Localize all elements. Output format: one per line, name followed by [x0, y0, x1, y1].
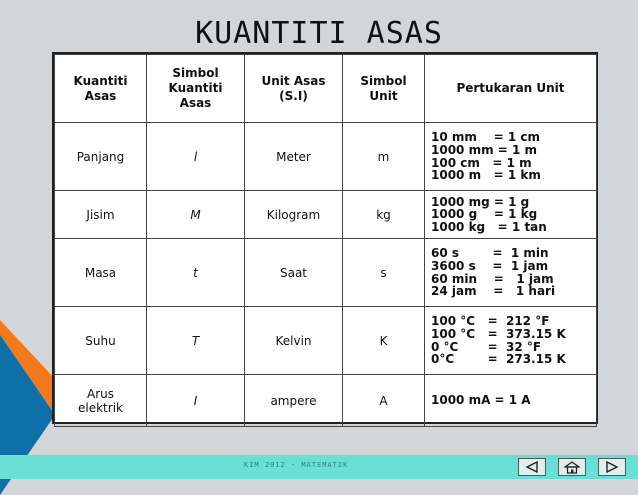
- table-row: [55, 239, 597, 307]
- cell-conversion: 10 mm = 1 cm 1000 mm = 1 m 100 cm = 1 m 1000 m = 1 km: [425, 123, 597, 191]
- cell-conversion: 1000 mg = 1 g 1000 g = 1 kg 1000 kg = 1 tan: [425, 191, 597, 239]
- cell-quantity: Masa: [55, 239, 147, 307]
- cell-unit: Saat: [245, 239, 343, 307]
- cell-symbol: M: [147, 191, 245, 239]
- cell-quantity: Jisim: [55, 191, 147, 239]
- cell-conversion: 100 °C = 212 °F 100 °C = 373.15 K 0 °C = 32 °F 0°C = 273.15 K: [425, 307, 597, 375]
- cell-quantity: Panjang: [55, 123, 147, 191]
- right-triangle-icon: [605, 461, 619, 473]
- table-row: [55, 191, 597, 239]
- next-slide-button[interactable]: [598, 458, 626, 476]
- home-button[interactable]: [558, 458, 586, 476]
- cell-unit: Meter: [245, 123, 343, 191]
- cell-unit: Kelvin: [245, 307, 343, 375]
- cell-symbol: I: [147, 375, 245, 427]
- slide-title: KUANTITI ASAS: [195, 16, 443, 51]
- header-quantity-symbol: Simbol Kuantiti Asas: [147, 55, 245, 123]
- left-triangle-icon: [525, 461, 539, 473]
- cell-symbol: l: [147, 123, 245, 191]
- header-conversion: Pertukaran Unit: [425, 55, 597, 123]
- cell-conversion: 60 s = 1 min 3600 s = 1 jam 60 min = 1 jam 24 jam = 1 hari: [425, 239, 597, 307]
- table-row: [55, 375, 597, 427]
- cell-unit-symbol: kg: [343, 191, 425, 239]
- cell-conversion: 1000 mA = 1 A: [425, 375, 597, 427]
- cell-unit-symbol: s: [343, 239, 425, 307]
- footer-text: KIM 2012 - MATEMATIK: [244, 461, 349, 469]
- cell-symbol: T: [147, 307, 245, 375]
- header-unit-symbol: Simbol Unit: [343, 55, 425, 123]
- cell-unit-symbol: K: [343, 307, 425, 375]
- header-quantity: Kuantiti Asas: [55, 55, 147, 123]
- cell-quantity: Suhu: [55, 307, 147, 375]
- table-row: [55, 307, 597, 375]
- quantity-table: [54, 54, 597, 427]
- cell-unit-symbol: A: [343, 375, 425, 427]
- table-header-row: [55, 55, 597, 123]
- header-si-unit: Unit Asas (S.I): [245, 55, 343, 123]
- cell-unit: ampere: [245, 375, 343, 427]
- cell-unit: Kilogram: [245, 191, 343, 239]
- cell-symbol: t: [147, 239, 245, 307]
- prev-slide-button[interactable]: [518, 458, 546, 476]
- cell-unit-symbol: m: [343, 123, 425, 191]
- table-row: [55, 123, 597, 191]
- quantity-table-frame: [52, 52, 598, 424]
- home-icon: [564, 461, 580, 474]
- cell-quantity: Arus elektrik: [55, 375, 147, 427]
